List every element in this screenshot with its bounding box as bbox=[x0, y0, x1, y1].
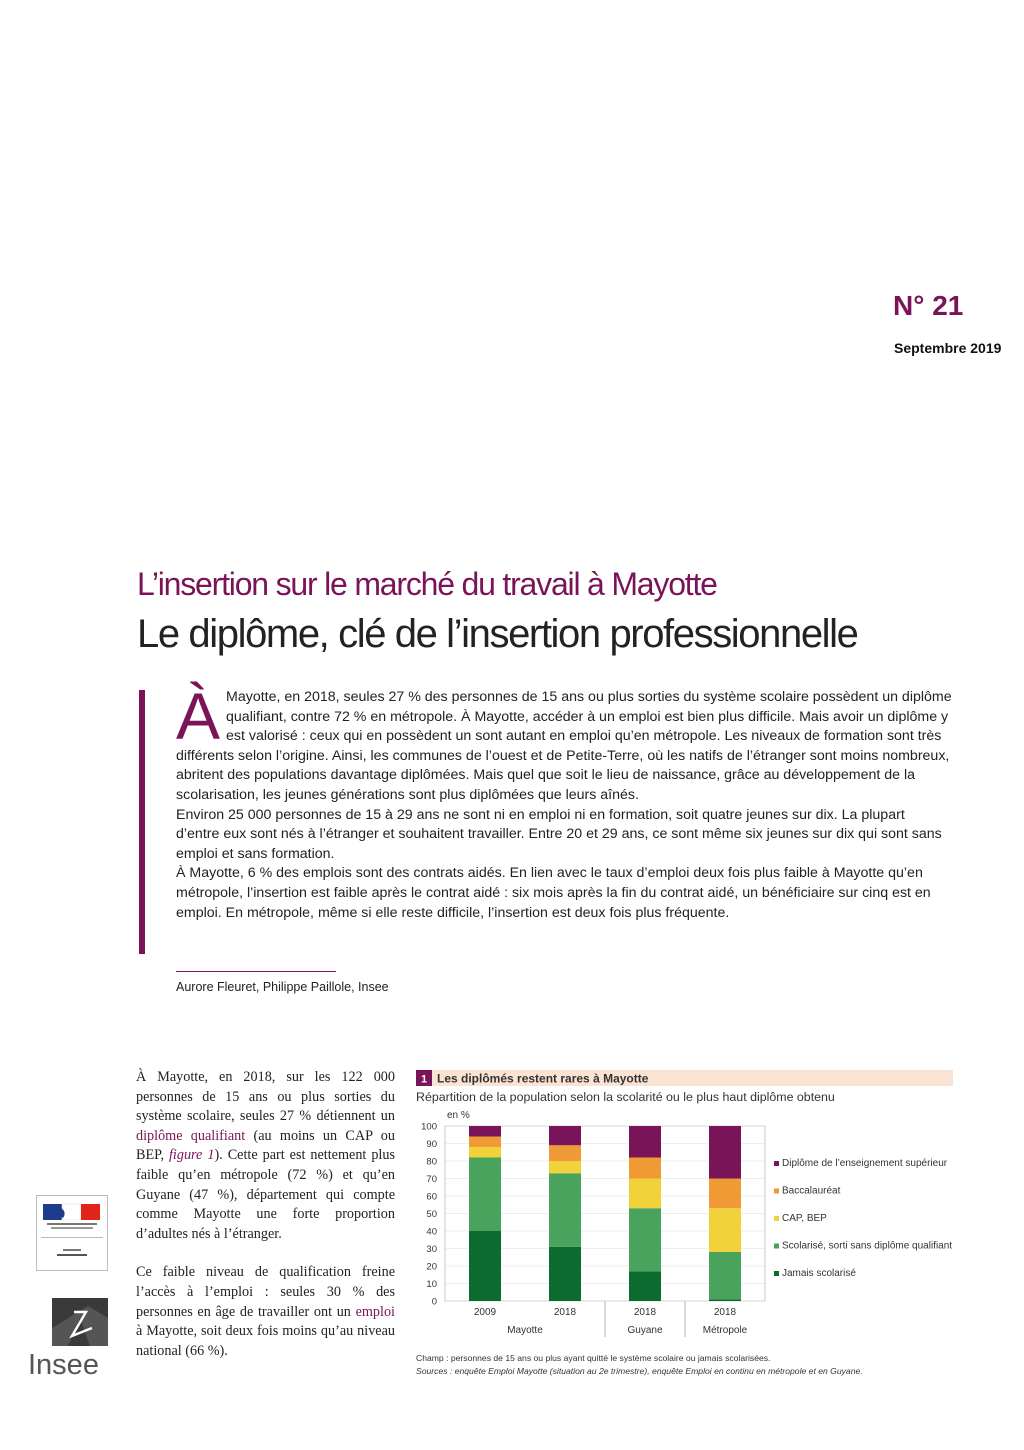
legend-label: Baccalauréat bbox=[782, 1185, 841, 1197]
figure-subtitle: Répartition de la population selon la scolarité ou le plus haut diplôme obtenu bbox=[416, 1090, 835, 1104]
page-title: Le diplôme, clé de l’insertion professionnelle bbox=[137, 612, 858, 656]
drop-cap: À bbox=[176, 679, 221, 753]
bar-segment bbox=[709, 1179, 741, 1209]
body-paragraph-2 bbox=[136, 1263, 395, 1361]
bar-segment bbox=[549, 1173, 581, 1247]
y-tick-label: 30 bbox=[426, 1244, 437, 1255]
bar-segment bbox=[709, 1252, 741, 1299]
body-text bbox=[136, 1068, 395, 1380]
body-text-segment: à Mayotte, soit deux fois moins qu’au niveau national (66 %). bbox=[136, 1323, 395, 1359]
issue-number: N° 21 bbox=[893, 290, 964, 321]
legend-label: Diplôme de l’enseignement supérieur bbox=[782, 1158, 948, 1169]
y-tick-label: 90 bbox=[426, 1139, 437, 1150]
bar-segment bbox=[629, 1179, 661, 1209]
link-figure-1[interactable]: figure 1 bbox=[168, 1147, 215, 1164]
x-group-label: Guyane bbox=[627, 1325, 663, 1336]
legend-swatch bbox=[774, 1161, 779, 1166]
authors: Aurore Fleuret, Philippe Paillole, Insee bbox=[176, 980, 389, 994]
bar-segment bbox=[549, 1247, 581, 1301]
x-tick-label: 2018 bbox=[633, 1307, 657, 1318]
y-tick-label: 60 bbox=[426, 1191, 437, 1203]
link-diplome-qualifiant[interactable]: diplôme qualifiant bbox=[136, 1127, 246, 1144]
figure-number: 1 bbox=[420, 1073, 428, 1086]
bar-segment bbox=[549, 1161, 581, 1173]
bar-segment bbox=[709, 1126, 741, 1179]
republique-francaise-logo bbox=[36, 1195, 108, 1271]
legend-swatch bbox=[774, 1189, 779, 1194]
abstract-paragraph-1 bbox=[176, 679, 952, 806]
legend-swatch bbox=[774, 1244, 779, 1249]
author-divider bbox=[176, 971, 336, 972]
bar-segment bbox=[469, 1137, 501, 1148]
legend-label: Scolarisé, sorti sans diplôme qualifiant bbox=[782, 1240, 953, 1252]
bar-segment bbox=[629, 1158, 661, 1179]
link-emploi[interactable]: emploi bbox=[355, 1303, 395, 1320]
abstract bbox=[176, 679, 952, 923]
y-tick-label: 50 bbox=[426, 1209, 437, 1220]
bar-segment bbox=[629, 1208, 661, 1271]
series-title: L’insertion sur le marché du travail à Mayotte bbox=[137, 566, 717, 602]
abstract-accent-bar bbox=[139, 690, 145, 954]
bar-segment bbox=[549, 1126, 581, 1145]
body-paragraph-1 bbox=[136, 1068, 395, 1244]
y-tick-label: 0 bbox=[431, 1296, 437, 1308]
y-tick-label: 20 bbox=[426, 1261, 437, 1273]
x-tick-label: 2009 bbox=[473, 1307, 497, 1318]
x-tick-label: 2018 bbox=[553, 1307, 577, 1318]
bar-segment bbox=[709, 1208, 741, 1252]
insee-wordmark: Insee bbox=[28, 1349, 99, 1378]
figure-sources-note: Sources : enquête Emploi Mayotte (situation au 2e trimestre), enquête Emploi en continu en métropole et en Guyane. bbox=[416, 1366, 863, 1376]
x-group-label: Métropole bbox=[702, 1325, 748, 1336]
bar-segment bbox=[469, 1231, 501, 1301]
figure-1-chart bbox=[410, 1066, 1010, 1346]
y-axis-label: en % bbox=[447, 1110, 470, 1121]
y-tick-label: 40 bbox=[426, 1226, 437, 1238]
bar-segment bbox=[549, 1145, 581, 1161]
bar-segment bbox=[629, 1126, 661, 1158]
legend-label: Jamais scolarisé bbox=[782, 1268, 856, 1279]
abstract-paragraph-3: À Mayotte, 6 % des emplois sont des contrats aidés. En lien avec le taux d’emploi deux fois plus faible à Mayotte qu’en métropole, l’insertion est faible après le contrat aidé : six mois après la fin du contrat aidé, un bénéficiaire sur cinq est en emploi. En métropole, même si elle reste difficile, l’insertion est deux fois plus fréquente. bbox=[176, 865, 931, 921]
bar-segment bbox=[469, 1158, 501, 1232]
body-text-segment: À Mayotte, en 2018, sur les 122 000 personnes de 15 ans ou plus sorties du système scolaire, seules 27 % détiennent un bbox=[136, 1069, 395, 1125]
figure-notes bbox=[416, 1352, 863, 1378]
abstract-text-1: Mayotte, en 2018, seules 27 % des personnes de 15 ans ou plus sorties du système scolaire possèdent un diplôme qualifiant, contre 72 % en métropole. À Mayotte, accéder à un emploi est bien plus difficile. Mais avoir un diplôme y est valorisé : ceux qui en possèdent un sont autant en emploi qu’en métropole. Les niveaux de formation sont très différents selon l’origine. Ainsi, les communes de l’ouest et de Petite-Terre, où les natifs de l’étranger sont moins nombreux, abritent des populations davantage diplômées. Mais quel que soit le lieu de naissance, grâce au développement de la scolarisation, les jeunes générations sont plus diplômées que leurs aînés. bbox=[176, 689, 952, 803]
figure-title: Les diplômés restent rares à Mayotte bbox=[437, 1071, 649, 1086]
x-group-label: Mayotte bbox=[507, 1325, 543, 1336]
bar-segment bbox=[469, 1126, 501, 1137]
abstract-paragraph-2: Environ 25 000 personnes de 15 à 29 ans ne sont ni en emploi ni en formation, soit quatre jeunes sur dix. La plupart d’entre eux sont nés à l’étranger et souhaitent travailler. Entre 20 et 29 ans, ce sont même six jeunes sur dix qui sont sans emploi et sans formation. bbox=[176, 806, 942, 862]
issue-date: Septembre 2019 bbox=[894, 340, 1002, 356]
body-text-segment: (au moins un CAP ou BEP, bbox=[136, 1127, 395, 1164]
bar-segment bbox=[469, 1147, 501, 1158]
chart-plot-area bbox=[421, 1122, 765, 1338]
bar-segment bbox=[709, 1299, 741, 1301]
y-tick-label: 70 bbox=[426, 1174, 437, 1185]
body-text-segment: Ce faible niveau de qualification freine l’accès à l’emploi : seules 30 % des personnes en âge de travailler ont un bbox=[136, 1264, 395, 1320]
y-tick-label: 100 bbox=[421, 1121, 437, 1133]
x-tick-label: 2018 bbox=[713, 1307, 737, 1318]
y-tick-label: 10 bbox=[426, 1279, 437, 1290]
legend-label: CAP, BEP bbox=[782, 1213, 827, 1224]
legend-swatch bbox=[774, 1271, 779, 1276]
insee-logo bbox=[28, 1298, 118, 1378]
body-text-segment: ). Cette part est nettement plus faible qu’en métropole (72 %) et qu’en Guyane (47 %), département qui compte comme Mayotte une forte proportion d’adultes nés à l’étranger. bbox=[136, 1147, 395, 1242]
figure-champ-note: Champ : personnes de 15 ans ou plus ayant quitté le système scolaire ou jamais scolarisées. bbox=[416, 1353, 771, 1363]
legend-swatch bbox=[774, 1216, 779, 1221]
bar-segment bbox=[629, 1271, 661, 1301]
y-tick-label: 80 bbox=[426, 1156, 437, 1168]
chart-legend bbox=[774, 1158, 952, 1279]
